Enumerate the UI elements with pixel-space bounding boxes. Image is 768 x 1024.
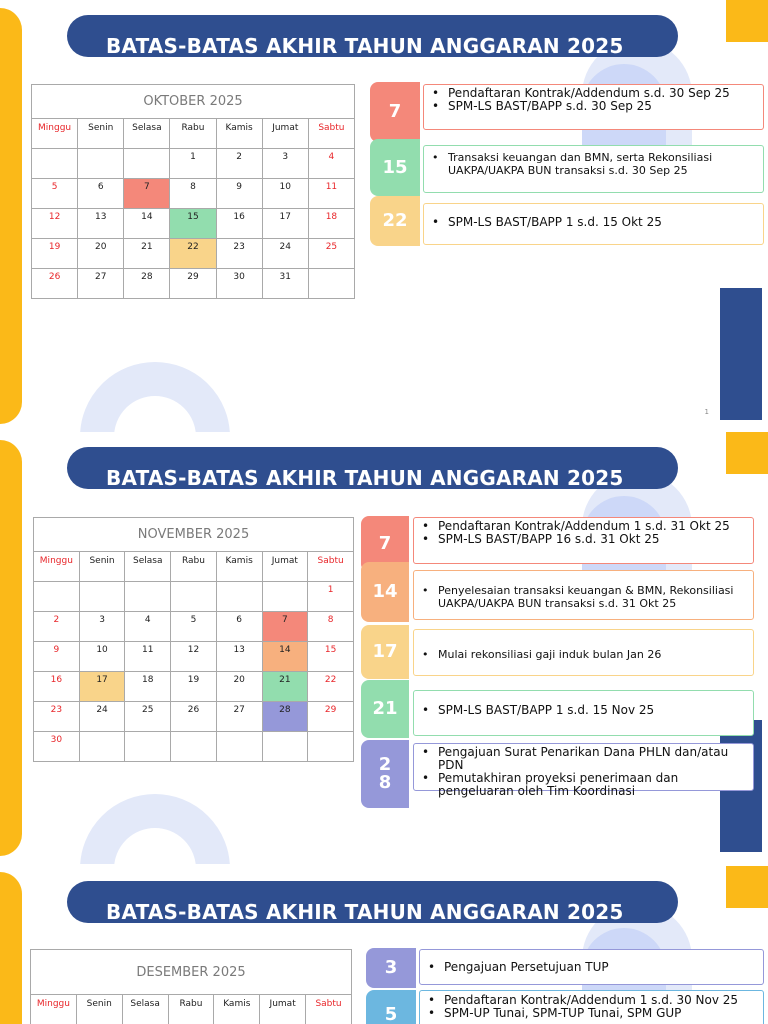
calendar-cell: 3 [79, 612, 125, 642]
calendar-cell [125, 582, 171, 612]
calendar-cell: 9 [216, 179, 262, 209]
calendar-cell: 28 [124, 269, 170, 299]
day-header: Minggu [32, 119, 78, 149]
calendar-cell [79, 582, 125, 612]
calendar-cell: 1 [308, 582, 354, 612]
slide-november [0, 432, 768, 864]
calendar-cell: 23 [216, 239, 262, 269]
day-header: Senin [78, 119, 124, 149]
calendar-cell [124, 149, 170, 179]
left-accent-bar [0, 8, 22, 424]
calendar-cell [171, 732, 217, 762]
calendar-cell: 3 [262, 149, 308, 179]
calendar-cell: 21 [124, 239, 170, 269]
deadline-note [423, 84, 764, 130]
decorative-ring [80, 362, 230, 432]
calendar-cell: 18 [308, 209, 354, 239]
day-header: Senin [76, 995, 122, 1024]
calendar-cell [308, 732, 354, 762]
day-header: Minggu [31, 995, 77, 1024]
calendar-cell: 4 [308, 149, 354, 179]
deadline-tab: 7 [361, 516, 409, 572]
deadline-item: • SPM-UP Tunai, SPM-TUP Tunai, SPM GUP [426, 1007, 757, 1020]
calendar-cell: 25 [308, 239, 354, 269]
calendar-cell: 1 [170, 149, 216, 179]
calendar-cell: 27 [216, 702, 262, 732]
calendar-cell [32, 149, 78, 179]
calendar-cell: 10 [79, 642, 125, 672]
calendar-cell-highlight: 7 [124, 179, 170, 209]
calendar-cell: 13 [216, 642, 262, 672]
calendar-cell-highlight: 14 [262, 642, 308, 672]
calendar-cell [125, 732, 171, 762]
calendar-cell: 2 [34, 612, 80, 642]
calendar-cell: 4 [125, 612, 171, 642]
calendar-month: OKTOBER 2025 [32, 85, 355, 119]
day-header: Jumat [262, 119, 308, 149]
deadline-tab: 14 [361, 562, 409, 622]
page-number: 1 [704, 408, 709, 416]
day-header: Jumat [260, 995, 306, 1024]
calendar-cell: 20 [78, 239, 124, 269]
deadline-item: • SPM-LS BAST/BAPP 1 s.d. 15 Okt 25 [430, 216, 757, 229]
calendar-cell [262, 582, 308, 612]
day-header: Sabtu [308, 119, 354, 149]
deadline-note [413, 570, 754, 620]
slide-title: BATAS-BATAS AKHIR TAHUN ANGGARAN 2025 [106, 34, 624, 58]
calendar-cell: 20 [216, 672, 262, 702]
calendar-cell: 25 [125, 702, 171, 732]
calendar-cell-highlight: 21 [262, 672, 308, 702]
slide-oktober [0, 0, 768, 432]
deadline-note [413, 517, 754, 564]
day-header: Rabu [170, 119, 216, 149]
deadline-tab: 3 [366, 948, 416, 988]
left-accent-bar [0, 440, 22, 856]
side-accent-block [720, 288, 762, 420]
slide-title: BATAS-BATAS AKHIR TAHUN ANGGARAN 2025 [106, 900, 624, 924]
calendar-cell: 12 [171, 642, 217, 672]
deadline-tab: 22 [370, 196, 420, 246]
calendar-cell-highlight: 15 [170, 209, 216, 239]
slide-desember [0, 864, 768, 1024]
calendar-cell: 30 [34, 732, 80, 762]
calendar-cell: 18 [125, 672, 171, 702]
corner-accent [726, 866, 768, 908]
calendar-cell: 24 [79, 702, 125, 732]
deadline-item: • Pengajuan Persetujuan TUP [426, 961, 757, 974]
calendar-cell: 16 [216, 209, 262, 239]
calendar-cell [216, 732, 262, 762]
calendar-cell [308, 269, 354, 299]
day-header: Rabu [171, 552, 217, 582]
day-header: Minggu [34, 552, 80, 582]
deadline-note [413, 690, 754, 736]
calendar-cell-highlight: 17 [79, 672, 125, 702]
deadline-note [423, 203, 764, 245]
day-header: Kamis [216, 552, 262, 582]
deadline-tab: 7 [370, 82, 420, 142]
calendar-cell: 26 [171, 702, 217, 732]
deadline-tab: 2 8 [361, 740, 409, 808]
calendar-cell: 12 [32, 209, 78, 239]
calendar-desember [30, 949, 352, 1024]
deadline-item: • Pendaftaran Kontrak/Addendum 1 s.d. 31 Okt 25 [420, 520, 747, 533]
calendar-cell: 2 [216, 149, 262, 179]
deadline-tab: 5 [366, 990, 416, 1024]
calendar-cell-highlight: 22 [170, 239, 216, 269]
calendar-cell-highlight: 28 [262, 702, 308, 732]
calendar-cell [34, 582, 80, 612]
calendar-cell: 9 [34, 642, 80, 672]
deadline-item: • Pendaftaran Kontrak/Addendum s.d. 30 Sep 25 [430, 87, 757, 100]
calendar-cell: 27 [78, 269, 124, 299]
deadline-note [423, 145, 764, 193]
calendar-cell: 31 [262, 269, 308, 299]
calendar-cell: 5 [171, 612, 217, 642]
calendar-cell [171, 582, 217, 612]
calendar-cell: 6 [216, 612, 262, 642]
day-header: Rabu [168, 995, 214, 1024]
calendar-cell: 14 [124, 209, 170, 239]
calendar-cell [79, 732, 125, 762]
calendar-cell: 8 [308, 612, 354, 642]
calendar-cell: 11 [125, 642, 171, 672]
day-header: Sabtu [308, 552, 354, 582]
calendar-cell: 16 [34, 672, 80, 702]
calendar-cell: 13 [78, 209, 124, 239]
calendar-cell: 6 [78, 179, 124, 209]
deadline-item: • Pemutakhiran proyeksi penerimaan dan pengeluaran oleh Tim Koordinasi [420, 772, 747, 798]
calendar-cell: 11 [308, 179, 354, 209]
day-header: Selasa [125, 552, 171, 582]
day-header: Kamis [214, 995, 260, 1024]
day-header: Kamis [216, 119, 262, 149]
calendar-cell: 5 [32, 179, 78, 209]
deadline-item: • SPM-LS BAST/BAPP s.d. 30 Sep 25 [430, 100, 757, 113]
decorative-ring [80, 794, 230, 864]
deadline-tab: 17 [361, 625, 409, 679]
calendar-cell: 10 [262, 179, 308, 209]
corner-accent [726, 432, 768, 474]
calendar-month: NOVEMBER 2025 [34, 518, 354, 552]
calendar-oktober [31, 84, 355, 299]
deadline-item: • SPM-LS BAST/BAPP 1 s.d. 15 Nov 25 [420, 704, 747, 717]
calendar-cell: 29 [170, 269, 216, 299]
calendar-cell: 23 [34, 702, 80, 732]
calendar-cell [262, 732, 308, 762]
day-header: Jumat [262, 552, 308, 582]
calendar-cell: 19 [32, 239, 78, 269]
day-header: Sabtu [306, 995, 352, 1024]
deadline-note [413, 743, 754, 798]
calendar-cell: 30 [216, 269, 262, 299]
calendar-cell: 15 [308, 642, 354, 672]
calendar-cell-highlight: 7 [262, 612, 308, 642]
calendar-cell: 19 [171, 672, 217, 702]
calendar-november [33, 517, 354, 762]
deadline-item: • Pengajuan Surat Penarikan Dana PHLN dan/atau PDN [420, 746, 747, 772]
slide-title: BATAS-BATAS AKHIR TAHUN ANGGARAN 2025 [106, 466, 624, 490]
day-header: Senin [79, 552, 125, 582]
calendar-cell [216, 582, 262, 612]
calendar-cell: 8 [170, 179, 216, 209]
calendar-cell: 17 [262, 209, 308, 239]
deadline-item: • Transaksi keuangan dan BMN, serta Rekonsiliasi UAKPA/UAKPA BUN transaksi s.d. 30 Sep 25 [430, 151, 757, 177]
deadline-tab: 15 [370, 139, 420, 196]
deadline-item: • Penyelesaian transaksi keuangan & BMN, Rekonsiliasi UAKPA/UAKPA BUN transaksi s.d. 31 Okt 25 [420, 584, 747, 610]
calendar-cell [78, 149, 124, 179]
deadline-item: • Pendaftaran Kontrak/Addendum 1 s.d. 30 Nov 25 [426, 994, 757, 1007]
left-accent-bar [0, 872, 22, 1024]
calendar-cell: 29 [308, 702, 354, 732]
deadline-note [419, 949, 764, 985]
corner-accent [726, 0, 768, 42]
day-header: Selasa [124, 119, 170, 149]
deadline-item: • SPM-LS BAST/BAPP 16 s.d. 31 Okt 25 [420, 533, 747, 546]
deadline-note [413, 629, 754, 676]
calendar-cell: 24 [262, 239, 308, 269]
day-header: Selasa [122, 995, 168, 1024]
calendar-cell: 26 [32, 269, 78, 299]
deadline-note [419, 990, 764, 1024]
deadline-tab: 21 [361, 680, 409, 738]
calendar-month: DESEMBER 2025 [31, 950, 352, 995]
deadline-item: • Mulai rekonsiliasi gaji induk bulan Jan 26 [420, 648, 747, 661]
calendar-cell: 22 [308, 672, 354, 702]
